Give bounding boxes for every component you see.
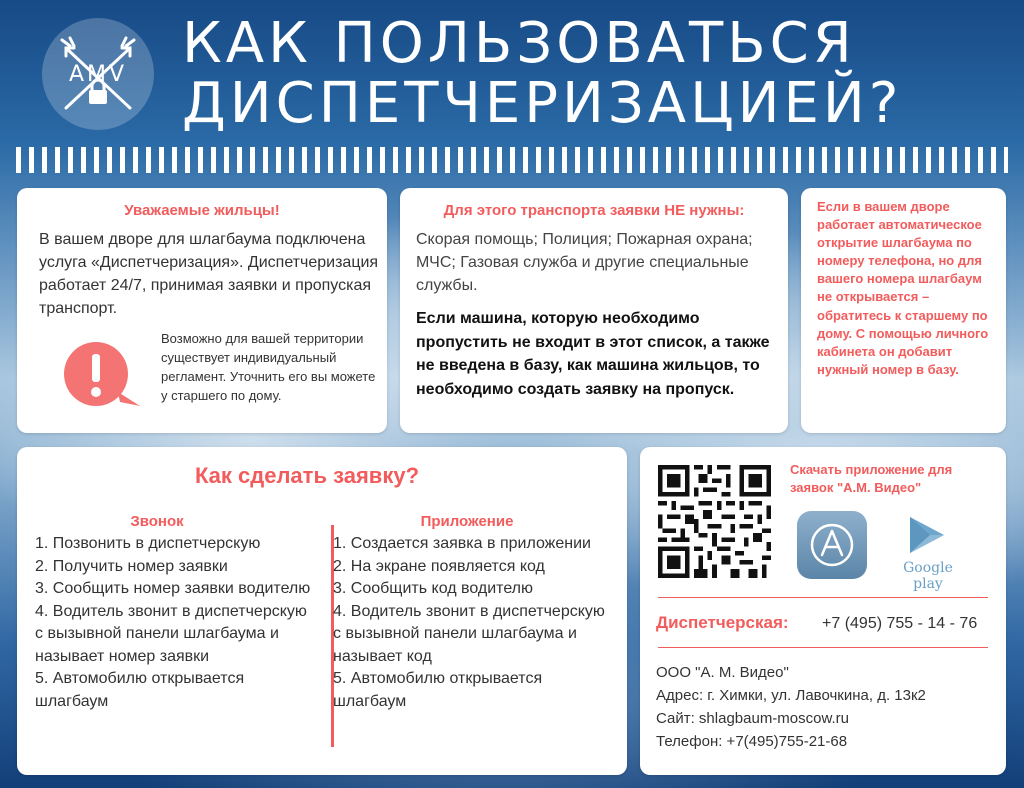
company-name: ООО "А. М. Видео" — [656, 664, 789, 681]
company-site[interactable]: Сайт: shlagbaum-moscow.ru — [656, 710, 849, 727]
divider-top — [658, 597, 988, 598]
phone-card — [801, 188, 1006, 433]
google-play-label: Google play — [903, 560, 953, 592]
exclamation-bubble-icon — [62, 340, 134, 412]
company-address: Адрес: г. Химки, ул. Лавочкина, д. 13к2 — [656, 687, 926, 704]
app-steps-list — [333, 533, 613, 713]
transport-heading: Для этого транспорта заявки НЕ нужны: — [443, 202, 745, 219]
dispatch-label: Диспетчерская: — [656, 613, 789, 632]
residents-heading: Уважаемые жильцы! — [124, 202, 280, 219]
residents-note: Возможно для вашей территории существует индивидуальный регламент. Уточнить его вы можете у старшего по дому. — [161, 331, 376, 403]
google-play-icon — [904, 515, 952, 555]
logo-text: AMV — [68, 62, 128, 87]
list-item: 2. Получить номер заявки — [35, 557, 228, 575]
list-item: 5. Автомобилю открывается шлагбаум — [333, 670, 543, 710]
qr-code-icon[interactable] — [658, 465, 771, 578]
request-heading: Как сделать заявку? — [194, 463, 420, 488]
list-item: 3. Сообщить код водителю — [333, 580, 534, 597]
residents-card — [17, 188, 387, 433]
google-play-badge[interactable] — [888, 515, 968, 592]
contacts-card — [640, 447, 1006, 775]
list-item: 4. Водитель звонит в диспетчерскую с вызывной панели шлагбаума и называет номер заявки — [35, 602, 307, 665]
phone-card-text: Если в вашем дворе работает автоматическое открытие шлагбаума по номеру телефона, но для вашего номера шлагбаум не открывается – обратитесь к старшему по дому. С помощью личного кабинета он добавит нужный номер в базу. — [817, 199, 989, 377]
list-item: 4. Водитель звонит в диспетчерскую с вызывной панели шлагбаума и называет код — [333, 602, 605, 665]
residents-text: В вашем дворе для шлагбаума подключена услуга «Диспетчеризация». Диспетчеризация работает 24/7, принимая заявки и пропуская транспорт. — [39, 231, 379, 317]
title-line-1: КАК ПОЛЬЗОВАТЬСЯ — [182, 11, 856, 76]
decorative-stripes — [16, 147, 1008, 173]
dispatch-phone[interactable]: +7 (495) 755 - 14 - 76 — [822, 615, 978, 632]
request-card — [17, 447, 627, 775]
list-item: 2. На экране появляется код — [333, 557, 545, 575]
list-item: 1. Создается заявка в приложении — [333, 535, 591, 552]
transport-card — [400, 188, 788, 433]
divider-bottom — [658, 647, 988, 648]
list-item: 5. Автомобилю открывается шлагбаум — [35, 670, 245, 710]
list-item: 1. Позвонить в диспетчерскую — [35, 535, 261, 552]
app-store-icon[interactable] — [797, 511, 867, 579]
download-app-text: Скачать приложение для заявок "А.М. Видео" — [790, 462, 953, 495]
company-phone[interactable]: Телефон: +7(495)755-21-68 — [656, 733, 848, 750]
call-heading: Звонок — [130, 513, 184, 530]
call-steps-list — [35, 533, 317, 713]
list-item: 3. Сообщить номер заявки водителю — [35, 580, 311, 597]
app-heading: Приложение — [420, 513, 514, 530]
page-title — [182, 11, 1012, 136]
transport-bold-text: Если машина, которую необходимо пропустить не входит в этот список, а также не введена в базу, как машина жильцов, то необходимо создать заявку на пропуск. — [416, 310, 770, 398]
transport-text: Скорая помощь; Полиция; Пожарная охрана; МЧС; Газовая служба и другие специальные службы. — [416, 231, 753, 294]
company-info — [656, 661, 996, 753]
title-line-2: ДИСПЕТЧЕРИЗАЦИЕЙ? — [182, 71, 903, 136]
amv-logo — [42, 18, 154, 130]
